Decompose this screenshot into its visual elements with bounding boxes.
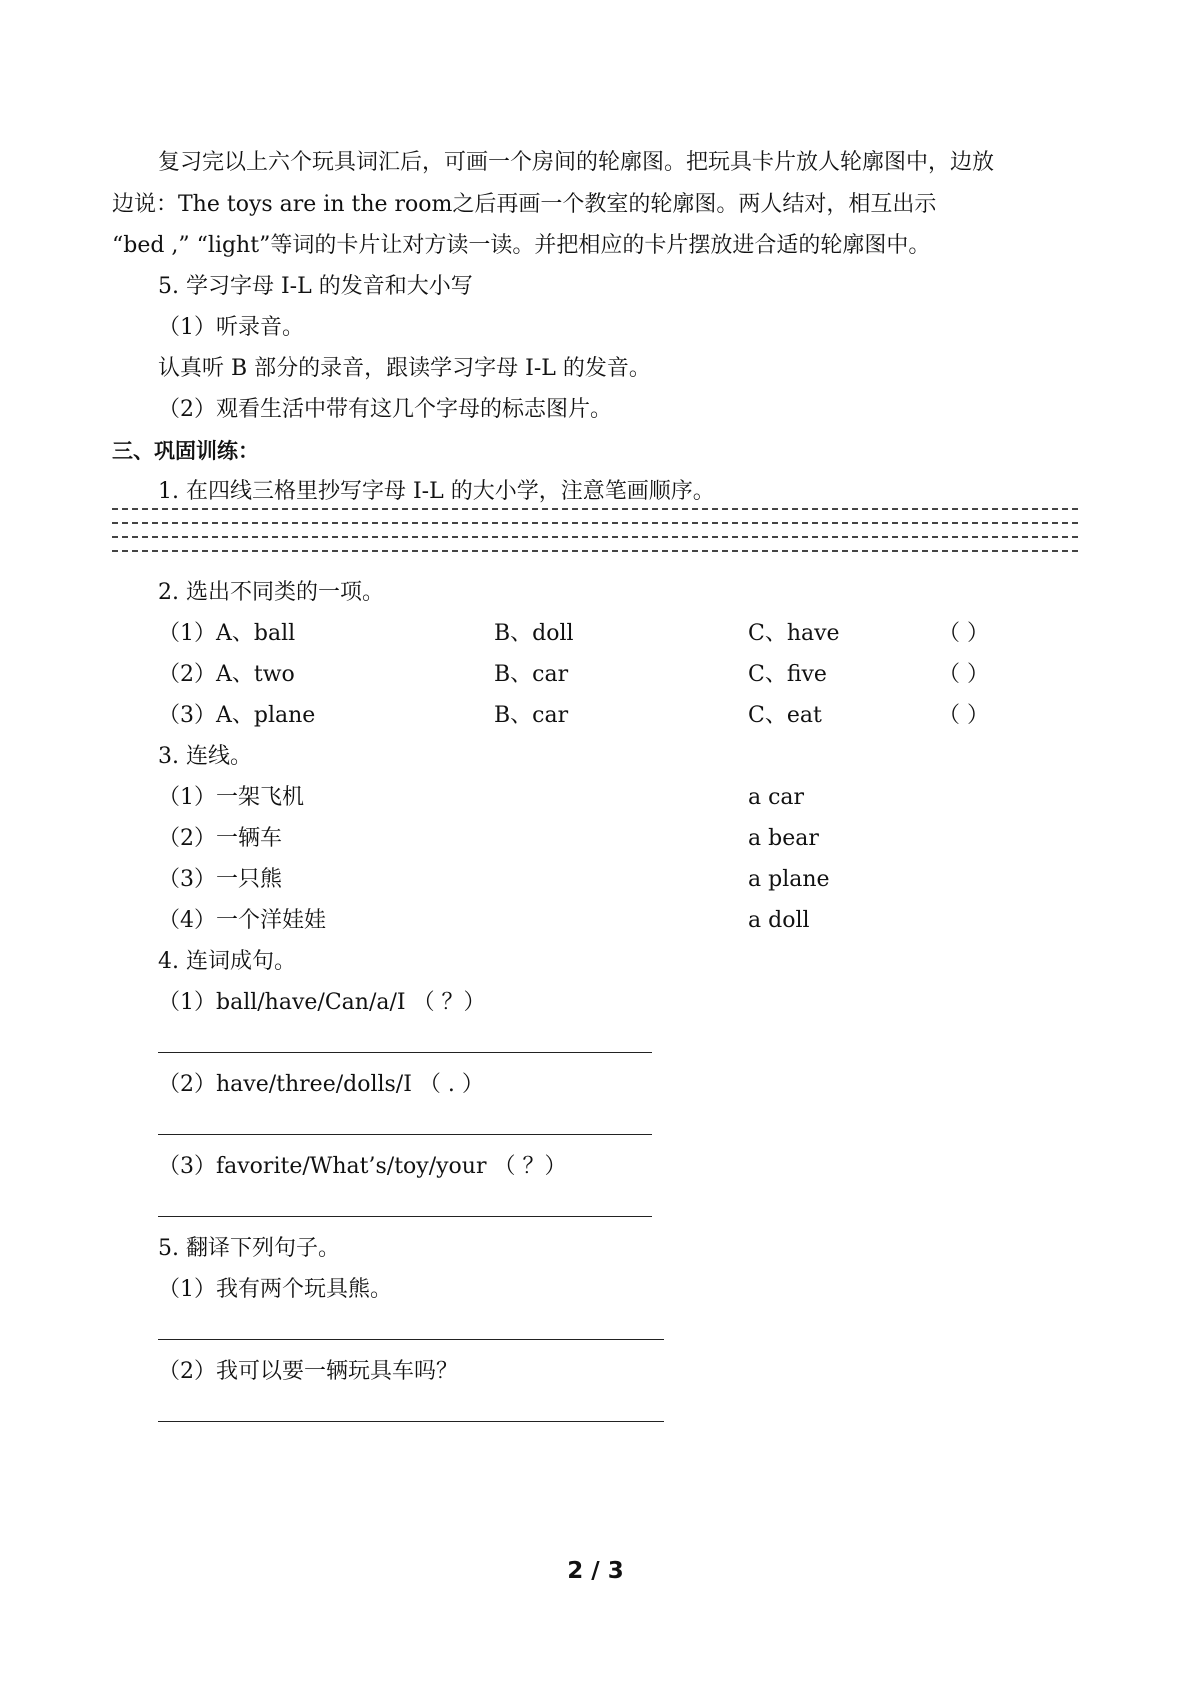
writing-guide-line-3	[112, 536, 1078, 538]
q2-row1-c: C、have	[748, 621, 840, 646]
q4-answer-line-3[interactable]	[158, 1216, 652, 1217]
q3-right-1[interactable]: a car	[748, 785, 805, 810]
question-2-title: 2. 选出不同类的一项。	[158, 580, 384, 605]
question-3-title: 3. 连线。	[158, 744, 252, 769]
q3-left-3[interactable]: （3）一只熊	[158, 867, 282, 892]
q4-item-3: （3）favorite/What’s/toy/your （ ？）	[158, 1154, 567, 1179]
q5-item-2: （2）我可以要一辆玩具车吗？	[158, 1359, 458, 1384]
q2-row1-answer[interactable]: （ ）	[938, 621, 989, 646]
q2-row2-c: C、five	[748, 662, 827, 687]
q2-row2-b: B、car	[494, 662, 569, 687]
intro-line-1: 复习完以上六个玩具词汇后，可画一个房间的轮廓图。把玩具卡片放人轮廓图中，边放	[158, 150, 995, 175]
q2-row1-b: B、doll	[494, 621, 574, 646]
q2-row3-answer[interactable]: （ ）	[938, 703, 989, 728]
q2-row2-a: （2）A、two	[158, 662, 295, 687]
q2-row3-b: B、car	[494, 703, 569, 728]
question-1: 1. 在四线三格里抄写字母 I-L 的大小学，注意笔画顺序。	[158, 479, 715, 504]
q5-item-1: （1）我有两个玩具熊。	[158, 1277, 392, 1302]
q3-right-4[interactable]: a doll	[748, 908, 810, 933]
step-5-1-detail: 认真听 B 部分的录音，跟读学习字母 I-L 的发音。	[158, 356, 651, 381]
section-heading: 三、巩固训练：	[112, 439, 259, 463]
intro-line-3: “bed ,” “light”等词的卡片让对方读一读。并把相应的卡片摆放进合适的轮廓图中。	[112, 233, 931, 258]
writing-guide-line-2	[112, 522, 1078, 524]
q2-row2-answer[interactable]: （ ）	[938, 662, 989, 687]
q4-item-1: （1）ball/have/Can/a/I （ ？）	[158, 990, 486, 1015]
writing-guide-line-4	[112, 550, 1078, 552]
q3-right-2[interactable]: a bear	[748, 826, 819, 851]
q5-answer-line-1[interactable]	[158, 1339, 664, 1340]
q4-answer-line-2[interactable]	[158, 1134, 652, 1135]
q5-answer-line-2[interactable]	[158, 1421, 664, 1422]
intro-line-2: 边说：The toys are in the room之后再画一个教室的轮廓图。两人结对，相互出示	[112, 192, 937, 217]
q2-row1-a: （1）A、ball	[158, 621, 296, 646]
q3-left-4[interactable]: （4）一个洋娃娃	[158, 908, 326, 933]
step-5-heading: 5. 学习字母 I-L 的发音和大小写	[158, 274, 473, 299]
q3-left-1[interactable]: （1）一架飞机	[158, 785, 304, 810]
page-number: 2 / 3	[567, 1558, 624, 1584]
question-4-title: 4. 连词成句。	[158, 949, 296, 974]
step-5-1: （1）听录音。	[158, 315, 304, 340]
q4-item-2: （2）have/three/dolls/I （ . ）	[158, 1072, 484, 1097]
q3-left-2[interactable]: （2）一辆车	[158, 826, 282, 851]
q2-row3-a: （3）A、plane	[158, 703, 316, 728]
q4-answer-line-1[interactable]	[158, 1052, 652, 1053]
question-5-title: 5. 翻译下列句子。	[158, 1236, 340, 1261]
q3-right-3[interactable]: a plane	[748, 867, 830, 892]
q2-row3-c: C、eat	[748, 703, 822, 728]
step-5-2: （2）观看生活中带有这几个字母的标志图片。	[158, 397, 612, 422]
writing-guide-line-1	[112, 508, 1078, 510]
